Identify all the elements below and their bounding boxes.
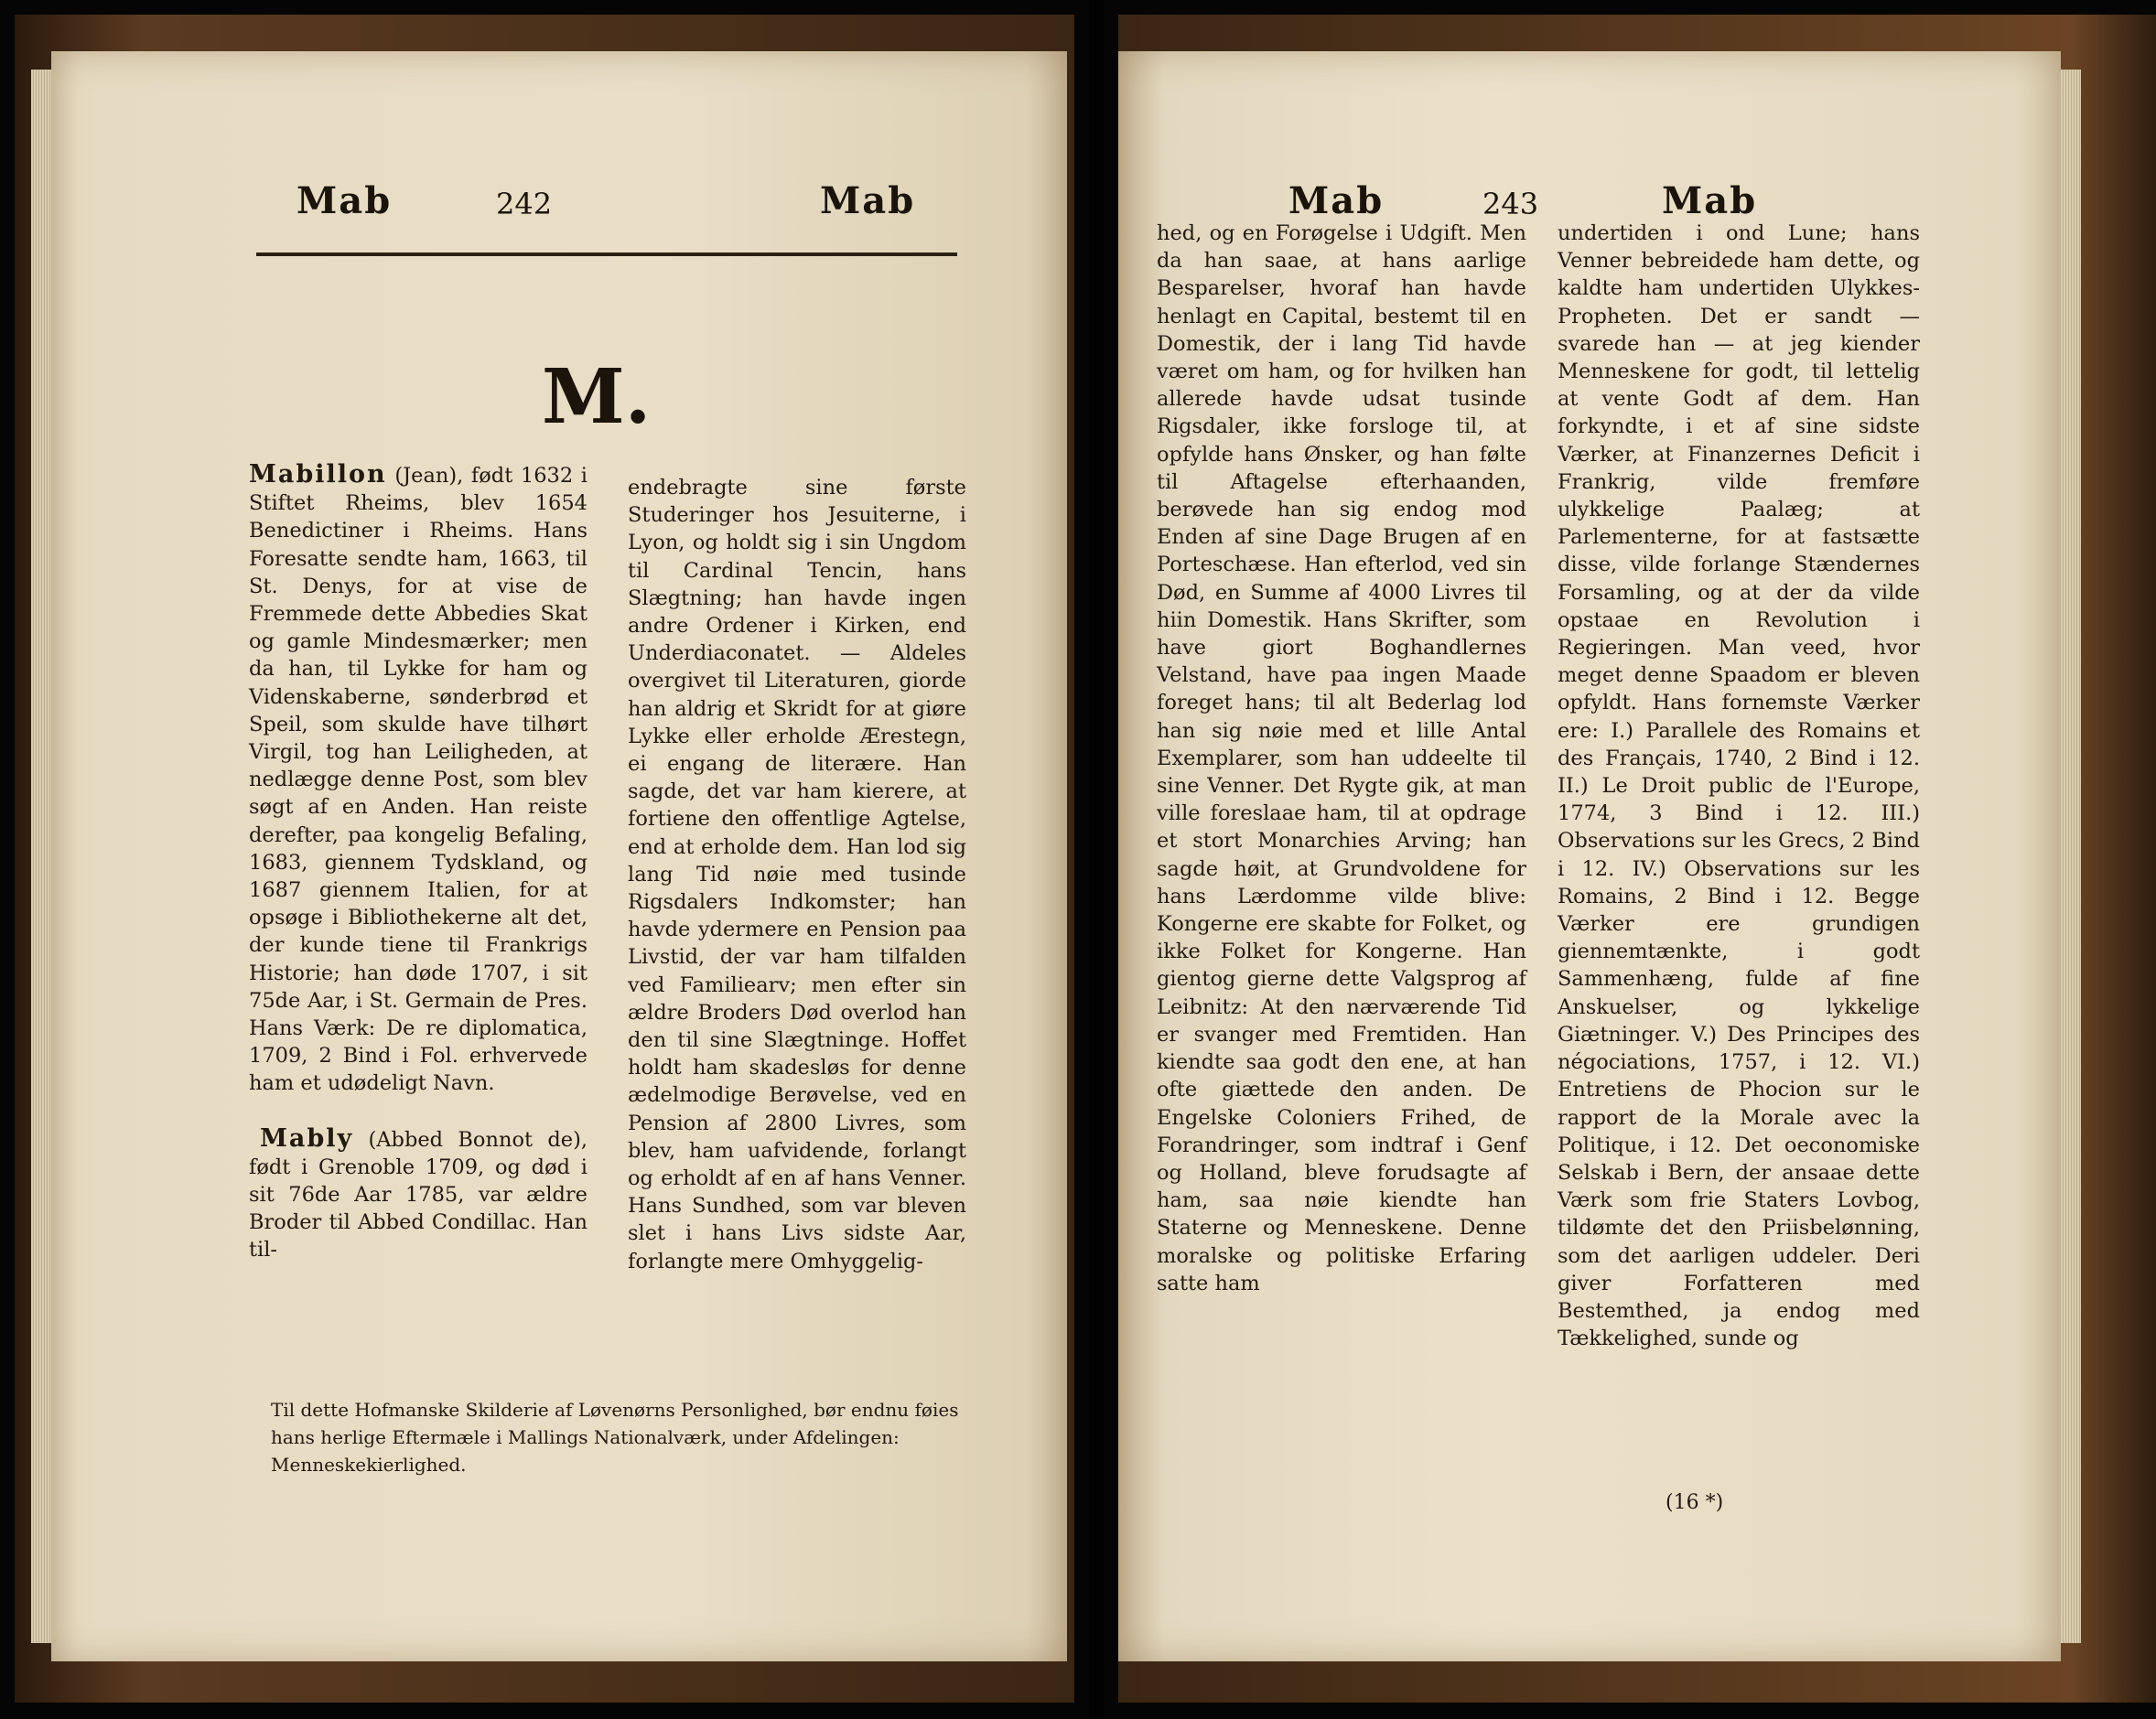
- left-column-2-text: endebragte sine første Studeringer hos Jesuiterne, i Lyon, og holdt sig i sin Ungdom til Cardinal Tencin, hans Slægtning; han havde ingen andre Ordener i Kirken, end Underdiaconatet. — Aldeles overgivet til Literaturen, giorde han aldrig et Skridt for at giøre Lykke eller erholde Ærestegn, ei engang de literære. Han sagde, det var ham kierere, at fortiene den offentlige Agtelse, end at erholde dem. Han lod sig lang Tid nøie med tusinde Rigsdalers Indkomster; han havde ydermere en Pension paa Livstid, der var ham tilfalden ved Familiearv; men efter sin ældre Broders Død overlod han den til sine Slægtninge. Hoffet holdt ham skadesløs for denne ædelmodige Berøvelse, ved en Pension af 2800 Livres, som blev, ham uafvidende, forlangt og erholdt af en af hans Venner. Hans Sundhed, som var bleven slet i hans Livs sidste Aar, forlangte mere Omhyggelig-: [628, 476, 966, 1273]
- entry-text-mably: (Abbed Bonnot de), født i Grenoble 1709, og død i sit 76de Aar 1785, var ældre Broder til Abbed Condillac. Han til-: [249, 1127, 588, 1262]
- right-column-2: [1558, 220, 1920, 1352]
- section-letter: M.: [542, 353, 652, 441]
- right-page: [1118, 51, 2061, 1661]
- entry-mabillon: [249, 461, 588, 1098]
- book-page-edges: [31, 70, 51, 1643]
- running-head-right: Mab: [820, 179, 916, 222]
- right-column-1-text: hed, og en Forøgelse i Udgift. Men da han saae, at hans aarlige Besparelser, hvoraf han havde henlagt en Capital, bestemt til en Domestik, der i lang Tid havde været om ham, og for hvilken han allerede havde udsat tusinde Rigsdaler, ikke forsloge til, at opfylde hans Ønsker, og han følte til Aftagelse efterhaanden, berøvede han sig endog mod Enden af sine Dage Brugen af en Porteschæse. Han efterlod, ved sin Død, en Summe af 4000 Livres til hiin Domestik. Hans Skrifter, som have giort Boghandlernes Velstand, have paa ingen Maade foreget hans; til alt Bederlag lod han sig nøie med et lille Antal Exemplarer, som han uddeelte til sine Venner. Det Rygte gik, at man ville foreslaae ham, til at opdrage et stort Monarchies Arving; han sagde høit, at Grundvoldene for hans Lærdomme vilde blive: Kongerne ere skabte for Folket, og ikke Folket for Kongerne. Han gientog gierne dette Valgsprog af Leibnitz: At den nærværende Tid er svanger med Fremtiden. Han kiendte saa godt den ene, at han ofte giættede den anden. De Engelske Coloniers Frihed, de Forandringer, som indtraf i Genf og Holland, bleve forudsagte af ham, saa nøie kiendte han Staterne og Menneskene. Denne moralske og politiske Erfaring satte ham: [1157, 221, 1526, 1295]
- signature-mark: (16 *): [1666, 1491, 1724, 1514]
- scan-divider: [1089, 0, 1104, 1719]
- footnote: Til dette Hofmanske Skilderie af Løvenørns Personlighed, bør endnu føies hans herlige Eftermæle i Mallings Nationalværk, under Afdelingen: Menneskekierlighed.: [271, 1399, 959, 1476]
- left-page-scan: [15, 15, 1074, 1703]
- page-number: 243: [1482, 187, 1539, 221]
- entry-head-mabillon: Mabillon: [249, 460, 387, 489]
- left-column-1: [249, 461, 588, 1264]
- right-column-1: [1157, 220, 1526, 1297]
- left-column-2: [628, 474, 966, 1275]
- entry-mably: [249, 1125, 588, 1264]
- running-head-left: Mab: [1288, 179, 1385, 222]
- book-page-edges: [2061, 70, 2081, 1643]
- entry-head-mably: Mably: [260, 1123, 354, 1153]
- entry-text-mabillon: (Jean), født 1632 i Stiftet Rheims, blev 1654 Benedictiner i Rheims. Hans Foresatte sendte ham, 1663, til St. Denys, for at vise de Fremmede dette Abbedies Skat og gamle Mindesmærker; men da han, til Lykke for ham og Videnskaberne, sønderbrød et Speil, som skulde have tilhørt Virgil, tog han Leiligheden, at nedlægge denne Post, som blev søgt af en Anden. Han reiste derefter, paa kongelig Befaling, 1683, giennem Tydskland, og 1687 giennem Italien, for at opsøge i Bibliothekerne alt det, der kunde tiene til Frankrigs Historie; han døde 1707, i sit 75de Aar, i St. Germain de Pres. Hans Værk: De re diplomatica, 1709, 2 Bind i Fol. erhvervede ham et udødeligt Navn.: [249, 464, 588, 1096]
- right-page-scan: [1118, 15, 2156, 1703]
- right-column-2-text: undertiden i ond Lune; hans Venner bebreidede ham dette, og kaldte ham undertiden Ulykkes-Propheten. Det er sandt — svarede han — at jeg kiender Menneskene for godt, til lettelig at vente Godt af dem. Han forkyndte, i et af sine sidste Værker, at Finanzernes Deficit i Frankrig, vilde fremføre ulykkelige Paalæg; at Parlementerne, for at fastsætte disse, vilde forlange Stændernes Forsamling, og at der da vilde opstaae en Revolution i Regieringen. Man veed, hvor meget denne Spaadom er bleven opfyldt. Hans fornemste Værker ere: I.) Parallele des Romains et des Français, 1740, 2 Bind i 12. II.) Le Droit public de l'Europe, 1774, 3 Bind i 12. III.) Observations sur les Grecs, 2 Bind i 12. IV.) Observations sur les Romains, 2 Bind i 12. Begge Værker ere grundigen giennemtænkte, i godt Sammenhæng, fulde af fine Anskuelser, og lykkelige Giætninger. V.) Des Principes des négociations, 1757, i 12. VI.) Entretiens de Phocion sur le rapport de la Morale avec la Politique, i 12. Det oeconomiske Selskab i Bern, der ansaae dette Værk som frie Staters Lovbog, tildømte det den Priisbelønning, som det aarligen uddeler. Deri giver Forfatteren med Bestemthed, ja endog med Tækkelighed, sunde og: [1558, 221, 1920, 1351]
- header-rule: [256, 252, 957, 256]
- page-number: 242: [496, 187, 553, 221]
- left-page: [51, 51, 1067, 1661]
- running-head-right: Mab: [1662, 179, 1758, 222]
- running-head-left: Mab: [296, 179, 393, 222]
